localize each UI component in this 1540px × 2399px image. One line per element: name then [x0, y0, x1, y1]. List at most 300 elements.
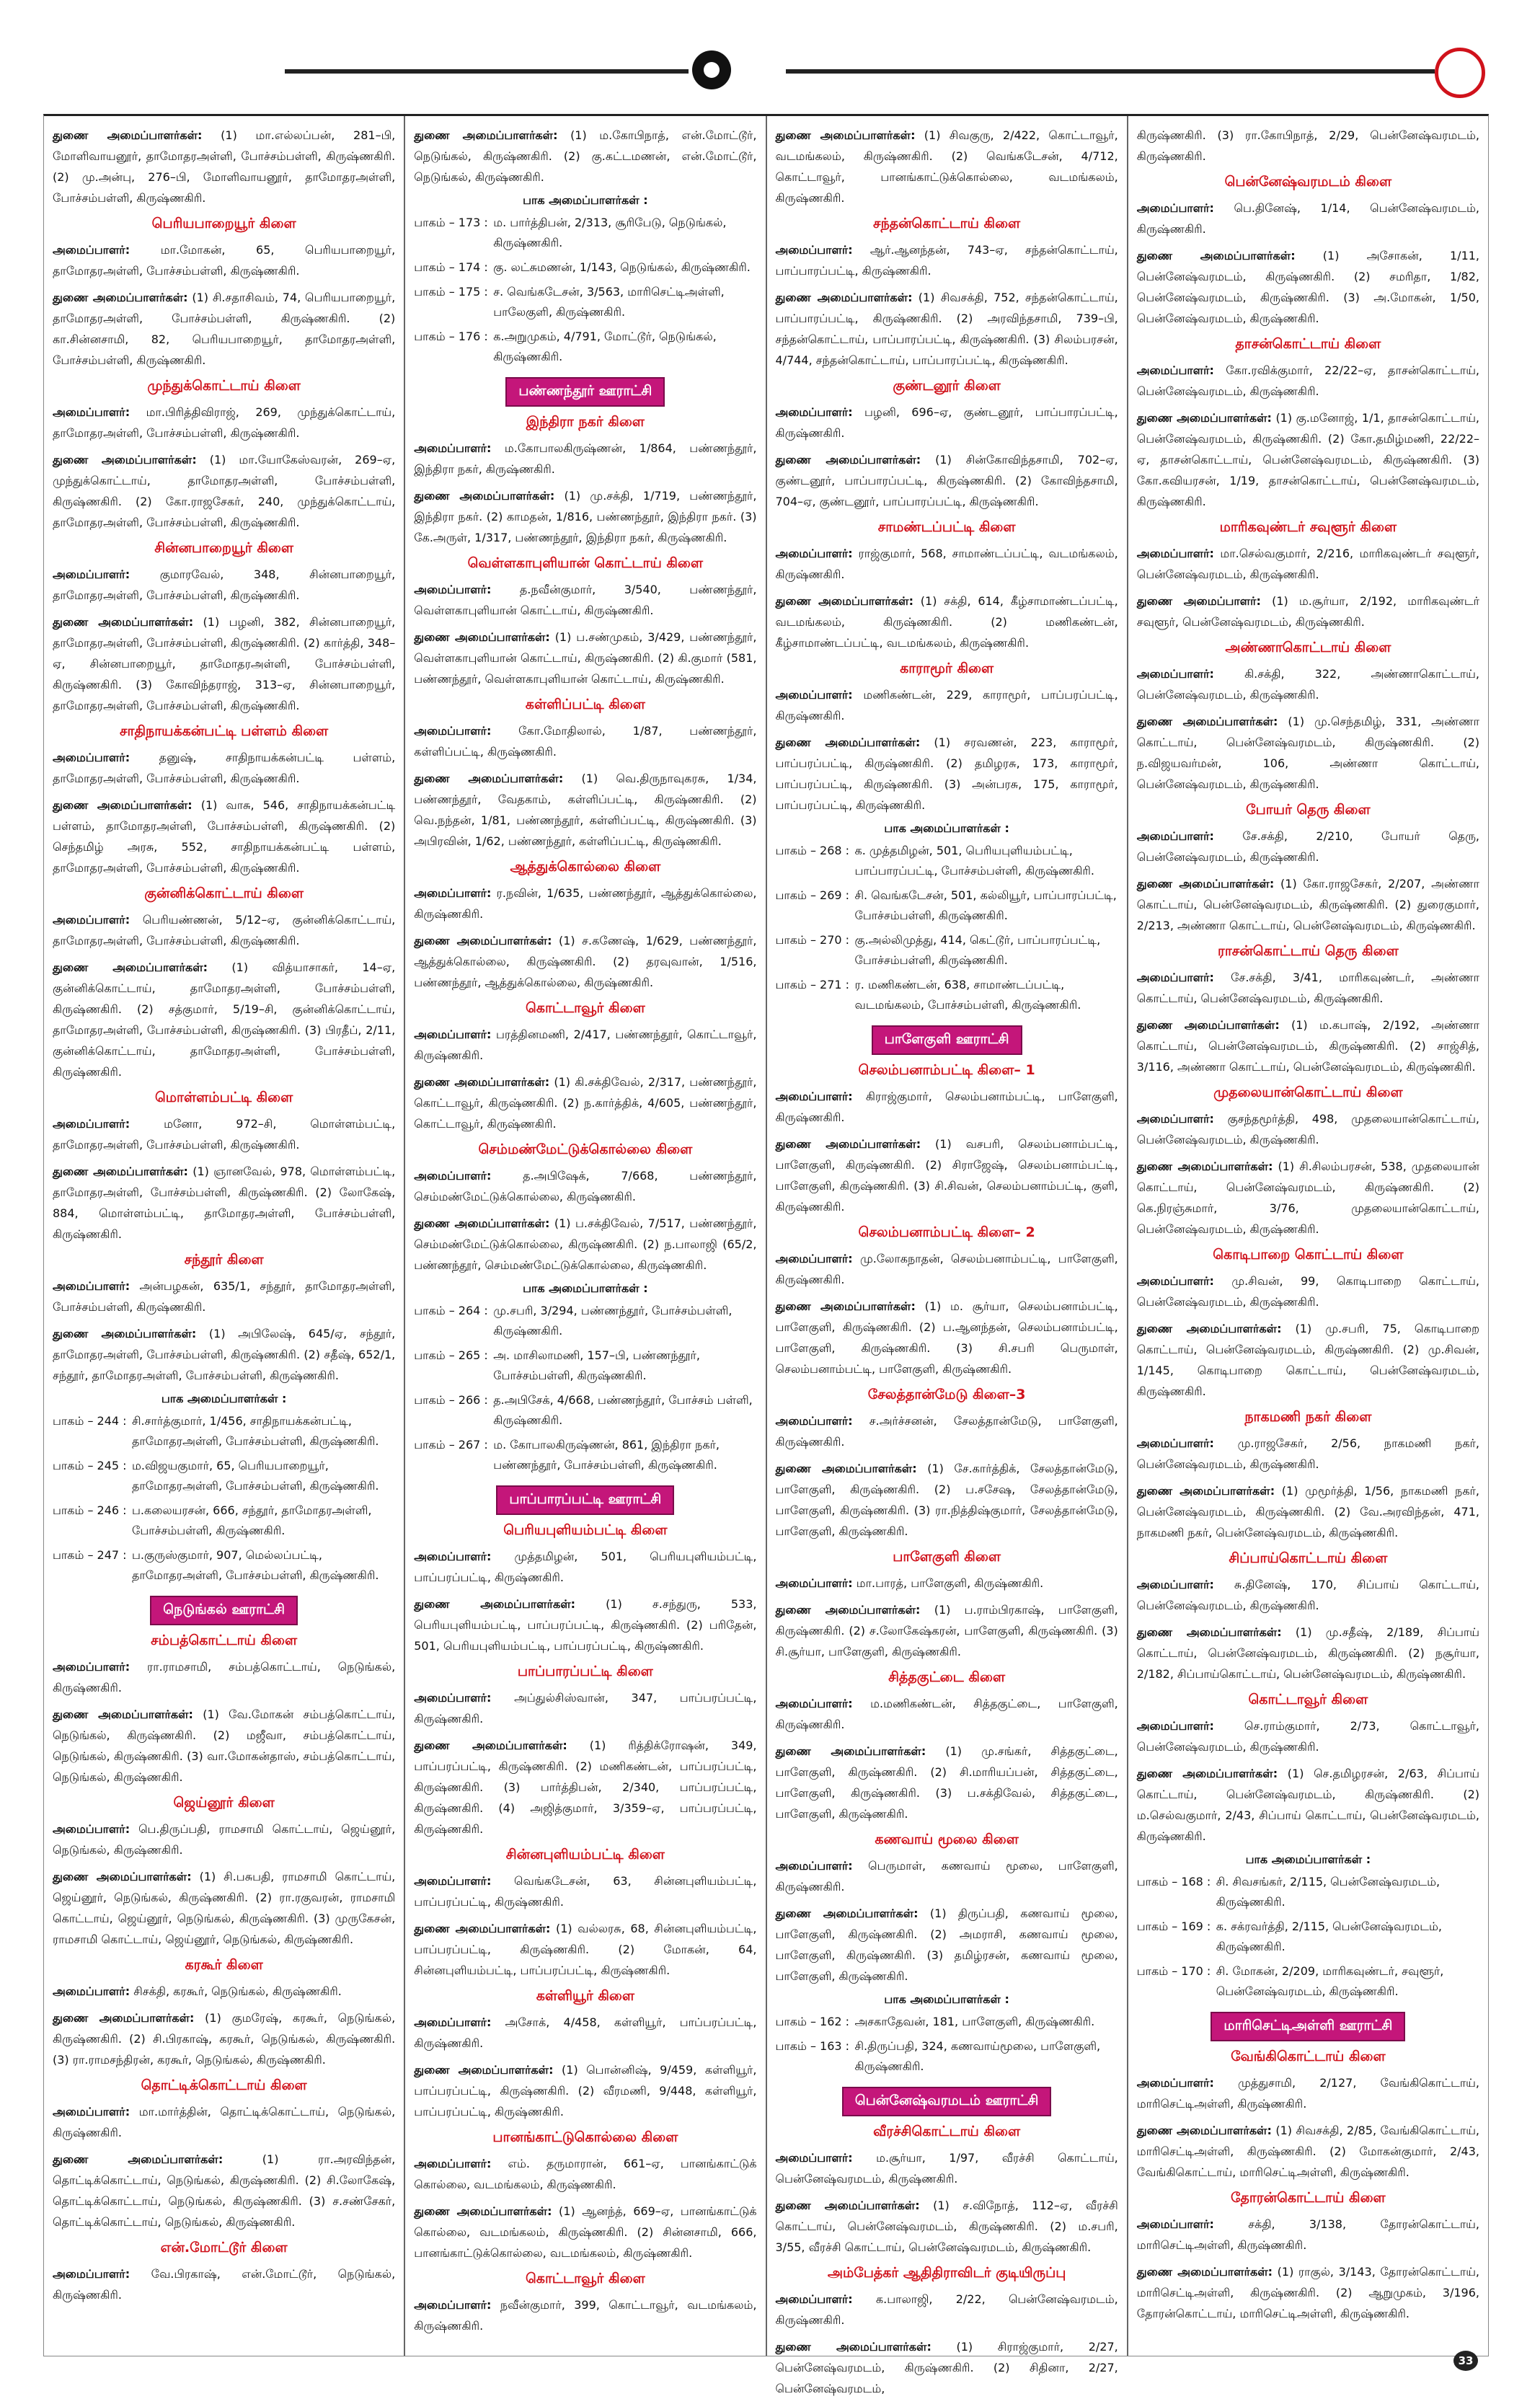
member-entry — [53, 2263, 395, 2305]
role-label: துணை அமைப்பாளர்கள்: — [53, 960, 208, 974]
member-details: முத்துசாமி, 2/127, வேங்கிகொட்டாய், மாரிசெட்டிஅள்ளி, கிருஷ்ணகிரி. — [1136, 2076, 1479, 2111]
branch-heading: பெரியபாறையூர் கிளை — [151, 216, 296, 231]
role-label: துணை அமைப்பாளர்கள்: — [1136, 249, 1296, 262]
member-details: பெ.திருப்பதி, ராமசாமி கொட்டாய், ஜெய்னூர், நெடுங்கல், கிருஷ்ணகிரி. — [53, 1822, 396, 1857]
role-label: அமைப்பாளர்: — [414, 2157, 492, 2170]
member-details: (1) மா.எல்லப்பன், 281–பி, மோளிவாயனூர், தாமோதரஅள்ளி, போச்சம்பள்ளி, கிருஷ்ணகிரி. (2) மு.அன்பு, 276–பி, மோளிவாயனூர், தாமோதரஅள்ளி, போச்சம்பள்ளி, கிருஷ்ணகிரி. — [53, 128, 396, 205]
branch-section — [53, 1596, 395, 1788]
member-details: (1) திருப்பதி, கணவாய் மூலை, பாளேகுளி, கிருஷ்ணகிரி. (2) அமராசி, கணவாய் மூலை, பாளேகுளி, கிருஷ்ணகிரி. (3) தமிழ்ரசன், கணவாய் மூலை, பாளேகுளி, கிருஷ்ணகிரி. — [775, 1907, 1118, 1983]
branch-section — [776, 216, 1118, 371]
role-label: துணை அமைப்பாளர்கள்: — [414, 128, 558, 142]
member-entry — [414, 125, 756, 187]
role-label: அமைப்பாளர்: — [1136, 1436, 1214, 1450]
member-details: (1) சிவகுரு, 2/422, கொட்டாவூர், வடமங்கலம், கிருஷ்ணகிரி. (2) வெங்கடேசன், 4/712, கொட்டாவூர், பானங்காட்டுக்கொல்லை, வடமங்கலம், கிருஷ்ணகிரி. — [775, 128, 1118, 205]
member-entry — [776, 543, 1118, 585]
branch-section — [53, 1795, 395, 1950]
role-label: அமைப்பாளர்: — [1136, 971, 1214, 984]
booth-number: பாகம் – 168 : — [1136, 1875, 1211, 1888]
booth-number: பாகம் – 245 : — [53, 1459, 127, 1472]
branch-section — [776, 661, 1118, 1015]
branch-heading: பெரியபுளியம்பட்டி கிளை — [503, 1522, 668, 1538]
member-details: (1) ஞானவேல், 978, மொள்ளம்பட்டி, தாமோதரஅள்ளி, போச்சம்பள்ளி, கிருஷ்ணகிரி. (2) லோகேஷ், 884, மொள்ளம்பட்டி, தாமோதரஅள்ளி, போச்சம்பள்ளி, கிருஷ்ணகிரி. — [53, 1165, 396, 1241]
booth-number: பாகம் – 163 : — [775, 2039, 850, 2053]
member-details: த.நவீன்குமார், 3/540, பண்ணந்தூர், வெள்ளகாபுளியான் கொட்டாய், கிருஷ்ணகிரி. — [414, 583, 757, 617]
branch-heading: முந்துக்கொட்டாய் கிளை — [147, 378, 301, 394]
member-details: மா.மார்த்தின், தொட்டிக்கொட்டாய், நெடுங்கல், கிருஷ்ணகிரி. — [53, 2105, 396, 2139]
member-entry — [53, 957, 395, 1082]
party-logo — [692, 50, 731, 89]
member-entry — [1137, 360, 1479, 402]
article-body — [43, 114, 1489, 2395]
booth-row — [776, 930, 1118, 971]
booth-organiser: சி.சார்த்குமார், 1/456, சாதிநாயக்கன்பட்டி, தாமோதரஅள்ளி, போச்சம்பள்ளி, கிருஷ்ணகிரி. — [132, 1414, 379, 1448]
member-details: (1) சே.கார்த்திக், சேலத்தான்மேடு, பாளேகுளி, கிருஷ்ணகிரி. (2) ப.சசேஷ, சேலத்தான்மேடு, பாளேகுளி, கிருஷ்ணகிரி. (3) ரா.நித்திஷ்குமார், சேலத்தான்மேடு, பாளேகுளி, கிருஷ்ணகிரி. — [775, 1462, 1118, 1538]
member-details: (1) ப.ராம்பிரகாஷ், பாளேகுளி, கிருஷ்ணகிரி. (2) ச.லோகேஷ்கரன், பாளேகுளி, கிருஷ்ணகிரி. (3) சி.சூர்யா, பாளேகுளி, கிருஷ்ணகிரி. — [775, 1603, 1118, 1658]
panchayat-banner: பாப்பாரப்பட்டி ஊராட்சி — [496, 1485, 674, 1515]
member-details: பெருமாள், கணவாய் மூலை, பாளேகுளி, கிருஷ்ணகிரி. — [775, 1859, 1118, 1894]
role-label: அமைப்பாளர்: — [414, 1691, 492, 1705]
member-details: மணிகண்டன், 229, காராமூர், பாப்பரப்பட்டி, கிருஷ்ணகிரி. — [775, 688, 1118, 723]
role-label: துணை அமைப்பாளர்கள்: — [1136, 1159, 1273, 1173]
member-entry — [776, 1458, 1118, 1542]
role-label: துணை அமைப்பாளர்கள்: — [1136, 1767, 1278, 1780]
booth-number: பாகம் – 162 : — [775, 2015, 850, 2028]
role-label: அமைப்பாளர்: — [414, 441, 492, 455]
branch-section — [414, 377, 756, 548]
booth-number: பாகம் – 173 : — [414, 216, 488, 229]
member-entry — [414, 1687, 756, 1729]
branch-section — [1137, 1550, 1479, 1684]
role-label: அமைப்பாளர்: — [775, 243, 853, 257]
role-label: துணை அமைப்பாளர்கள்: — [775, 735, 921, 749]
member-details: (1) ம.கபாஷ், 2/192, அண்ணா கொட்டாய், பென்னேஷ்வரமடம், கிருஷ்ணகிரி. (2) சாஜ்சித், 3/116, அண்ணா கொட்டாய், பென்னேஷ்வரமடம், கிருஷ்ணகிரி. — [1136, 1018, 1479, 1074]
branch-heading: ஜெய்னூர் கிளை — [173, 1795, 275, 1811]
member-entry — [53, 1656, 395, 1698]
booth-organisers-heading: பாக அமைப்பாளர்கள் : — [161, 1392, 287, 1405]
role-label: அமைப்பாளர்: — [1136, 1719, 1214, 1733]
member-details: (1) குமரேஷ், கரகூர், நெடுங்கல், கிருஷ்ணகிரி. (2) சி.பிரகாஷ், கரகூர், நெடுங்கல், கிருஷ்ணகிரி. (3) ரா.ராமசந்திரன், கரகூர், நெடுங்கல், கிருஷ்ணகிரி. — [53, 2011, 396, 2067]
member-details: மனோ, 972–சி, மொள்ளம்பட்டி, தாமோதரஅள்ளி, போச்சம்பள்ளி, கிருஷ்ணகிரி. — [53, 1117, 396, 1152]
booth-row — [414, 327, 756, 367]
role-label: அமைப்பாளர்: — [53, 1117, 130, 1131]
role-label: துணை அமைப்பாளர்கள்: — [775, 1603, 921, 1617]
role-label: அமைப்பாளர்: — [53, 243, 130, 257]
member-details: சே.சக்தி, 2/210, போயர் தெரு, பென்னேஷ்வரமடம், கிருஷ்ணகிரி. — [1136, 829, 1479, 864]
branch-section — [1137, 1247, 1479, 1402]
panchayat-banner: மாரிசெட்டிஅள்ளி ஊராட்சி — [1211, 2012, 1405, 2041]
branch-section — [1137, 2190, 1479, 2324]
panchayat-banner: நெடுங்கல் ஊராட்சி — [150, 1596, 298, 1625]
role-label: துணை அமைப்பாளர்கள்: — [1136, 1484, 1275, 1498]
member-details: மு.லோகநாதன், செலம்பனாம்பட்டி, பாளேகுளி, கிருஷ்ணகிரி. — [775, 1252, 1118, 1286]
role-label: துணை அமைப்பாளர்கள்: — [53, 1870, 192, 1883]
branch-heading: வேங்கிகொட்டாய் கிளை — [1231, 2049, 1386, 2064]
member-entry — [414, 627, 756, 689]
role-label: துணை அமைப்பாளர்கள்: — [775, 1462, 917, 1475]
branch-section — [53, 540, 395, 716]
member-entry — [776, 287, 1118, 371]
branch-heading: பென்னேஷ்வரமடம் கிளை — [1224, 174, 1392, 190]
member-details: சிசக்தி, கரகூர், நெடுங்கல், கிருஷ்ணகிரி. — [133, 1984, 342, 1998]
member-entry — [1137, 1108, 1479, 1150]
booth-number: பாகம் – 170 : — [1136, 1964, 1211, 1978]
branch-section — [776, 1549, 1118, 1662]
branch-section — [1137, 2012, 1479, 2183]
branch-section — [414, 2129, 756, 2263]
member-details: மா.செல்வகுமார், 2/216, மாரிகவுண்டர் சவுளூர், பென்னேஷ்வரமடம், கிருஷ்ணகிரி. — [1136, 547, 1479, 581]
branch-heading: மாரிகவுண்டர் சவுளூர் கிளை — [1219, 519, 1397, 535]
member-entry — [53, 1981, 395, 2002]
role-label: அமைப்பாளர்: — [775, 688, 853, 702]
member-details: ராஜ்குமார், 568, சாமாண்டப்பட்டி, வடமங்கலம், கிருஷ்ணகிரி. — [775, 547, 1118, 581]
branch-section — [53, 2077, 395, 2232]
role-label: துணை அமைப்பாளர்கள்: — [53, 615, 194, 629]
booth-number: பாகம் – 174 : — [414, 260, 488, 274]
branch-heading: பானங்காட்டுகொல்லை கிளை — [492, 2129, 678, 2145]
role-label: துணை அமைப்பாளர்கள்: — [53, 291, 188, 304]
branch-section — [414, 1664, 756, 1839]
role-label: அமைப்பாளர்: — [775, 1697, 853, 1710]
member-details: (1) ஆனந்த், 669–ஏ, பானங்காட்டுக் கொல்லை, வடமங்கலம், கிருஷ்ணகிரி. (2) சின்னசாமி, 666, பானங்காட்டுக்கொல்லை, வடமங்கலம், கிருஷ்ணகிரி. — [414, 2204, 757, 2260]
member-details: அசோக், 4/458, கள்ளியூர், பாப்பரப்பட்டி, கிருஷ்ணகிரி. — [414, 2015, 757, 2050]
member-entry — [776, 1693, 1118, 1735]
member-entry — [414, 720, 756, 762]
booth-number: பாகம் – 244 : — [53, 1414, 127, 1428]
member-entry — [53, 564, 395, 606]
branch-heading: வெள்ளகாபுளியான் கொட்டாய் கிளை — [467, 555, 704, 571]
member-entry — [53, 795, 395, 878]
member-details: ர.நவின், 1/635, பண்ணந்தூர், ஆத்துக்கொல்லை, கிருஷ்ணகிரி. — [414, 886, 757, 921]
member-entry — [414, 2201, 756, 2263]
branch-heading: கள்ளிப்பட்டி கிளை — [525, 697, 645, 712]
booth-row — [414, 1301, 756, 1341]
role-label: அமைப்பாளர்: — [53, 913, 130, 927]
member-entry — [776, 1741, 1118, 1824]
branch-section — [414, 697, 756, 852]
member-details: (1) பழனி, 382, சின்னபாறையூர், தாமோதரஅள்ளி, போச்சம்பள்ளி, கிருஷ்ணகிரி. (2) கார்த்தி, 348–ஏ, சின்னபாறையூர், தாமோதரஅள்ளி, போச்சம்பள்ளி, கிருஷ்ணகிரி. (3) கோவிந்தராஜ், 313–ஏ, சின்னபாறையூர், தாமோதரஅள்ளி, போச்சம்பள்ளி, கிருஷ்ணகிரி. — [53, 615, 396, 712]
booth-organiser: ப.குருஸ்குமார், 907, மெல்லப்பட்டி, தாமோதரஅள்ளி, போச்சம்பள்ளி, கிருஷ்ணகிரி. — [132, 1548, 379, 1582]
branch-section — [53, 723, 395, 878]
role-label: துணை அமைப்பாளர்கள்: — [414, 934, 552, 947]
booth-number: பாகம் – 264 : — [414, 1304, 488, 1317]
branch-section — [776, 2265, 1118, 2399]
branch-section — [776, 1224, 1118, 1379]
branch-section — [414, 2271, 756, 2336]
member-entry — [1137, 1715, 1479, 1757]
member-details: (1) கோ.ராஜசேகர், 2/207, அண்ணா கொட்டாய், பென்னேஷ்வரமடம், கிருஷ்ணகிரி. (2) துரைகுமார், 2/213, அண்ணா கொட்டாய், பென்னேஷ்வரமடம், கிருஷ்ணகிரி. — [1136, 877, 1480, 932]
column-2 — [405, 116, 766, 2356]
member-details: த.அபிஷேக், 7/668, பண்ணந்தூர், செம்மண்மேட்டுக்கொல்லை, கிருஷ்ணகிரி. — [414, 1169, 757, 1203]
member-details: கிருஷ்ணகிரி. (3) ரா.கோபிநாத், 2/29, பென்னேஷ்வரமடம், கிருஷ்ணகிரி. — [1136, 128, 1479, 163]
booth-number: பாகம் – 269 : — [775, 888, 850, 902]
branch-heading: அண்ணாகொட்டாய் கிளை — [1225, 640, 1391, 655]
branch-heading: தாசன்கொட்டாய் கிளை — [1235, 336, 1381, 352]
role-label: அமைப்பாளர்: — [1136, 667, 1214, 681]
role-label: துணை அமைப்பாளர்கள்: — [1136, 2265, 1273, 2279]
role-label: துணை அமைப்பாளர்கள்: — [775, 128, 916, 142]
booth-organisers-heading: பாக அமைப்பாளர்கள் : — [884, 821, 1009, 835]
member-details: சக்தி, 3/138, தோரன்கொட்டாய், மாரிசெட்டிஅள்ளி, கிருஷ்ணகிரி. — [1136, 2217, 1479, 2252]
member-entry — [1137, 2261, 1479, 2324]
member-entry — [414, 1735, 756, 1839]
member-entry — [1137, 198, 1479, 239]
role-label: அமைப்பாளர்: — [775, 1090, 853, 1103]
member-details: (1) சி.சிலம்பரசன், 538, முதலையான் கொட்டாய், பென்னேஷ்வரமடம், கிருஷ்ணகிரி. (2) கெ.நிரஞ்சுமார், 3/76, முதலையான்கொட்டாய், பென்னேஷ்வரமடம், கிருஷ்ணகிரி. — [1136, 1159, 1479, 1236]
role-label: துணை அமைப்பாளர்கள்: — [775, 1137, 921, 1151]
member-entry — [776, 1855, 1118, 1897]
member-entry — [776, 732, 1118, 816]
member-entry — [414, 2153, 756, 2195]
member-details: (1) ம.சூர்யா, 2/192, மாரிகவுண்டர் சவுளூர், பென்னேஷ்வரமடம், கிருஷ்ணகிரி. — [1136, 594, 1479, 629]
branch-section — [53, 885, 395, 1082]
branch-heading: ராசன்கொட்டாய் தெரு கிளை — [1218, 943, 1399, 959]
member-details: (1) சரவணன், 223, காராமூர், பாப்பரப்பட்டி, கிருஷ்ணகிரி. (2) தமிழரசு, 173, காராமூர், பாப்பரப்பட்டி, கிருஷ்ணகிரி. (3) அன்பரசு, 175, காராமூர், பாப்பரப்பட்டி, கிருஷ்ணகிரி. — [775, 735, 1118, 812]
branch-section — [776, 1387, 1118, 1542]
branch-heading: மொள்ளம்பட்டி கிளை — [154, 1090, 293, 1105]
member-entry — [414, 1594, 756, 1656]
branch-section — [53, 2240, 395, 2305]
member-details: (1) சி.பசுபதி, ராமசாமி கொட்டாய், ஜெய்னூர், நெடுங்கல், கிருஷ்ணகிரி. (2) ரா.ரகுவரன், ராமசாமி கொட்டாய், ஜெய்னூர், நெடுங்கல், கிருஷ்ணகிரி. (3) முருகேசன், ராமசாமி கொட்டாய், ஜெய்னூர், நெடுங்கல், கிருஷ்ணகிரி. — [53, 1870, 396, 1946]
member-entry — [776, 1134, 1118, 1217]
role-label: அமைப்பாளர்: — [414, 1169, 492, 1183]
role-label: துணை அமைப்பாளர்கள்: — [775, 1299, 916, 1313]
role-label: அமைப்பாளர்: — [53, 567, 130, 581]
branch-heading: குன்னிக்கொட்டாய் கிளை — [144, 885, 304, 901]
member-details: (1) சின்கோவிந்தசாமி, 702–ஏ, குண்டனூர், பாப்பாரப்பட்டி, கிருஷ்ணகிரி. (2) கோவிந்தசாமி, 704–ஏ, குண்டனூர், பாப்பாரப்பட்டி, கிருஷ்ணகிரி. — [775, 453, 1118, 508]
role-label: துணை அமைப்பாளர்கள்: — [414, 1075, 550, 1089]
member-entry — [776, 684, 1118, 726]
branch-heading: அம்பேத்கர் ஆதிதிராவிடர் குடியிருப்பு — [827, 2265, 1066, 2281]
member-entry — [1137, 1156, 1479, 1240]
member-entry — [53, 1866, 395, 1950]
member-entry — [414, 1072, 756, 1134]
page-header — [0, 0, 1540, 108]
branch-heading: சித்தகுட்டை கிளை — [888, 1669, 1006, 1685]
branch-heading: குண்டனூர் கிளை — [893, 378, 1001, 394]
role-label: துணை அமைப்பாளர்கள்: — [53, 453, 197, 467]
branch-heading: இந்திரா நகர் கிளை — [526, 414, 645, 430]
member-entry — [776, 1410, 1118, 1452]
member-details: (1) ச.விநோத், 112–ஏ, வீரச்சி கொட்டாய், பென்னேஷ்வரமடம், கிருஷ்ணகிரி. (2) ம.சபரி, 3/55, வீரச்சி கொட்டாய், பென்னேஷ்வரமடம், கிருஷ்ணகிரி. — [775, 2199, 1118, 2254]
booth-organiser: சி. சிவசங்கர், 2/115, பென்னேஷ்வரமடம், கிருஷ்ணகிரி. — [1216, 1875, 1441, 1909]
member-details: தனுஷ், சாதிநாயக்கன்பட்டி பள்ளம், தாமோதரஅள்ளி, போச்சம்பள்ளி, கிருஷ்ணகிரி. — [53, 751, 396, 785]
branch-section — [776, 378, 1118, 512]
role-label: துணை அமைப்பாளர்கள்: — [53, 2152, 224, 2166]
member-details: ம.சூர்யா, 1/97, வீரச்சி கொட்டாய், பென்னேஷ்வரமடம், கிருஷ்ணகிரி. — [775, 2151, 1118, 2186]
branch-heading: ஆத்துக்கொல்லை கிளை — [510, 859, 661, 875]
role-label: துணை அமைப்பாளர்கள்: — [414, 1738, 567, 1752]
role-label: அமைப்பாளர்: — [414, 724, 492, 738]
member-entry — [1137, 543, 1479, 585]
branch-section — [53, 125, 395, 208]
member-details: மா.பாரத், பாளேகுளி, கிருஷ்ணகிரி. — [856, 1576, 1044, 1590]
role-label: அமைப்பாளர்: — [775, 1859, 853, 1873]
member-details: கோ.ரவிக்குமார், 22/22–ஏ, தாசன்கொட்டாய், பென்னேஷ்வரமடம், கிருஷ்ணகிரி. — [1136, 363, 1480, 398]
branch-heading: செம்மண்மேட்டுக்கொல்லை கிளை — [478, 1141, 693, 1157]
role-label: துணை அமைப்பாளர்கள்: — [1136, 1322, 1282, 1335]
member-entry — [414, 1870, 756, 1912]
member-entry — [53, 1161, 395, 1245]
booth-number: பாகம் – 271 : — [775, 978, 850, 991]
member-entry — [414, 1024, 756, 1066]
member-entry — [53, 125, 395, 208]
member-entry — [53, 1323, 395, 1386]
branch-section — [53, 1090, 395, 1245]
member-details: நவீன்குமார், 399, கொட்டாவூர், வடமங்கலம், கிருஷ்ணகிரி. — [414, 2298, 757, 2333]
branch-heading: சந்தன்கொட்டாய் கிளை — [873, 216, 1021, 231]
member-entry — [414, 2294, 756, 2336]
booth-organiser: சி. வெங்கடேசன், 501, கல்லியூர், பாப்பாரப்பட்டி, போச்சம்பள்ளி, கிருஷ்ணகிரி. — [854, 888, 1117, 922]
role-label: அமைப்பாளர்: — [53, 1279, 130, 1293]
branch-section — [414, 859, 756, 993]
role-label: துணை அமைப்பாளர்கள்: — [414, 1597, 576, 1611]
member-details: கோ.மோதிலால், 1/87, பண்ணந்தூர், கள்ளிப்பட்டி, கிருஷ்ணகிரி. — [414, 724, 757, 759]
role-label: துணை அமைப்பாளர்கள்: — [414, 772, 564, 785]
role-label: அமைப்பாளர்: — [53, 751, 130, 764]
role-label: அமைப்பாளர்: — [775, 2151, 853, 2165]
member-details: (1) சிவசக்தி, 2/85, வேங்கிகொட்டாய், மாரிசெட்டிஅள்ளி, கிருஷ்ணகிரி. (2) மோகன்குமார், 2/43, வேங்கிகொட்டாய், மாரிசெட்டிஅள்ளி, கிருஷ்ணகிரி. — [1136, 2124, 1480, 2179]
role-label: துணை அமைப்பாளர்கள்: — [414, 1922, 551, 1935]
member-entry — [414, 2012, 756, 2054]
member-entry — [53, 287, 395, 371]
member-entry — [1137, 826, 1479, 867]
member-entry — [776, 402, 1118, 443]
booth-number: பாகம் – 175 : — [414, 285, 488, 299]
booth-organiser: சி. மோகன், 2/209, மாரிகவுண்டர், சவுளூர், பென்னேஷ்வரமடம், கிருஷ்ணகிரி. — [1216, 1964, 1444, 1998]
member-entry — [1137, 1271, 1479, 1312]
branch-heading: கொட்டாவூர் கிளை — [526, 1000, 645, 1016]
branch-section — [1137, 336, 1479, 512]
branch-section — [1137, 174, 1479, 329]
branch-heading: சாமண்டப்பட்டி கிளை — [877, 519, 1016, 535]
booth-row — [53, 1501, 395, 1541]
member-details: பரத்தினமணி, 2/417, பண்ணந்தூர், கொட்டாவூர், கிருஷ்ணகிரி. — [414, 1028, 757, 1062]
booth-organiser: த.அபிசேக், 4/668, பண்ணந்தூர், போச்சம் பள்ளி, கிருஷ்ணகிரி. — [493, 1393, 753, 1427]
member-entry — [414, 883, 756, 924]
role-label: அமைப்பாளர்: — [414, 1550, 492, 1563]
member-details: வே.பிரகாஷ், என்.மோட்டூர், நெடுங்கல், கிருஷ்ணகிரி. — [53, 2267, 396, 2302]
role-label: துணை அமைப்பாளர்கள்: — [414, 1216, 550, 1230]
role-label: துணை அமைப்பாளர்கள்: — [775, 1907, 919, 1920]
role-label: அமைப்பாளர்: — [1136, 1578, 1214, 1591]
booth-row — [1137, 1872, 1479, 1912]
booth-organiser: க. சக்ரவர்த்தி, 2/115, பென்னேஷ்வரமடம், கிருஷ்ணகிரி. — [1216, 1919, 1442, 1953]
member-entry — [53, 747, 395, 789]
member-details: சே.சக்தி, 3/41, மாரிகவுண்டர், அண்ணா கொட்டாய், பென்னேஷ்வரமடம், கிருஷ்ணகிரி. — [1136, 971, 1480, 1005]
branch-section — [1137, 519, 1479, 632]
booth-number: பாகம் – 268 : — [775, 844, 850, 857]
member-entry — [1137, 591, 1479, 632]
branch-section — [1137, 1409, 1479, 1543]
branch-heading: காராமூர் கிளை — [900, 661, 994, 676]
role-label: துணை அமைப்பாளர்கள்: — [53, 1327, 197, 1340]
role-label: அமைப்பாளர்: — [775, 2292, 853, 2306]
role-label: அமைப்பாளர்: — [775, 547, 853, 560]
role-label: துணை அமைப்பாளர்கள்: — [1136, 715, 1278, 728]
column-3 — [767, 116, 1128, 2395]
branch-section — [1137, 802, 1479, 936]
branch-section — [414, 125, 756, 367]
member-entry — [776, 1296, 1118, 1379]
member-entry — [1137, 2214, 1479, 2256]
member-entry — [776, 1903, 1118, 1987]
member-details: (1) ப.சண்முகம், 3/429, பண்ணந்தூர், வெள்ளகாபுளியான் கொட்டாய், கிருஷ்ணகிரி. (2) கி.குமார் (581, பண்ணந்தூர், வெள்ளகாபுளியான் கொட்டாய், கிருஷ்ணகிரி. — [414, 630, 757, 686]
booth-row — [414, 1346, 756, 1386]
role-label: துணை அமைப்பாளர்கள்: — [775, 2199, 920, 2212]
member-entry — [414, 1165, 756, 1207]
member-entry — [776, 1248, 1118, 1290]
member-details: (1) சி.சதாசிவம், 74, பெரியபாறையூர், தாமோதரஅள்ளி, போச்சம்பள்ளி, கிருஷ்ணகிரி. (2) கா.சின்னசாமி, 82, பெரியபாறையூர், தாமோதரஅள்ளி, போச்சம்பள்ளி, கிருஷ்ணகிரி. — [53, 291, 396, 367]
booth-number: பாகம் – 265 : — [414, 1348, 488, 1362]
member-details: ரா.ராமசாமி, சம்பத்கொட்டாய், நெடுங்கல், கிருஷ்ணகிரி. — [53, 1660, 396, 1695]
member-details: (1) அபிலேஷ், 645/ஏ, சந்தூர், தாமோதரஅள்ளி, போச்சம்பள்ளி, கிருஷ்ணகிரி. (2) சதீஷ், 652/1, சந்தூர், தாமோதரஅள்ளி, போச்சம்பள்ளி, கிருஷ்ணகிரி. — [53, 1327, 396, 1382]
member-details: பெ.தினேஷ், 1/14, பென்னேஷ்வரமடம், கிருஷ்ணகிரி. — [1136, 201, 1479, 236]
branch-heading: தோரன்கொட்டாய் கிளை — [1231, 2190, 1386, 2206]
booth-number: பாகம் – 267 : — [414, 1438, 488, 1452]
booth-organiser: அ. மாசிலாமணி, 157–பி, பண்ணந்தூர், போச்சம்பள்ளி, கிருஷ்ணகிரி. — [493, 1348, 700, 1382]
role-label: அமைப்பாளர்: — [1136, 1274, 1214, 1288]
member-details: (1) ச.சந்துரு, 533, பெரியபுளியம்பட்டி, பாப்பரப்பட்டி, கிருஷ்ணகிரி. (2) பரிதேன், 501, பெரியபுளியம்பட்டி, பாப்பரப்பட்டி, கிருஷ்ணகிரி. — [414, 1597, 757, 1653]
role-label: அமைப்பாளர்: — [53, 405, 130, 419]
role-label: அமைப்பாளர்: — [1136, 2076, 1214, 2090]
branch-heading: சேலத்தான்மேடு கிளை–3 — [867, 1387, 1026, 1402]
header-rule-right — [786, 69, 1435, 74]
member-details: (1) மு.செந்தமிழ், 331, அண்ணா கொட்டாய், பென்னேஷ்வரமடம், கிருஷ்ணகிரி. (2) ந.விஜயவர்மன், 106, அண்ணா கொட்டாய், பென்னேஷ்வரமடம், கிருஷ்ணகிரி. — [1136, 715, 1480, 791]
branch-section — [414, 1141, 756, 1475]
role-label: அமைப்பாளர்: — [414, 2015, 492, 2029]
booth-row — [414, 257, 756, 278]
role-label: துணை அமைப்பாளர்கள்: — [1136, 2124, 1272, 2137]
booth-row — [776, 841, 1118, 881]
member-entry — [53, 1276, 395, 1317]
member-details: வெங்கடேசன், 63, சின்னபுளியம்பட்டி, பாப்பரப்பட்டி, கிருஷ்ணகிரி. — [414, 1874, 757, 1909]
booth-organisers-heading: பாக அமைப்பாளர்கள் : — [884, 1992, 1009, 2006]
role-label: அமைப்பாளர்: — [775, 1576, 853, 1590]
branch-section — [776, 2087, 1118, 2258]
booth-row — [776, 2036, 1118, 2077]
branch-heading: சின்னபாறையூர் கிளை — [154, 540, 294, 556]
member-entry — [414, 579, 756, 621]
member-details: (1) செ.தமிழரசன், 2/63, சிப்பாய் கொட்டாய், பென்னேஷ்வரமடம், கிருஷ்ணகிரி. (2) ம.செல்வகுமார், 2/43, சிப்பாய் கொட்டாய், பென்னேஷ்வரமடம், கிருஷ்ணகிரி. — [1136, 1767, 1480, 1843]
member-details: (1) மா.யோகேஸ்வரன், 269–ஏ, முந்துக்கொட்டாய், தாமோதரஅள்ளி, போச்சம்பள்ளி, கிருஷ்ணகிரி. (2) கோ.ராஜசேகர், 240, முந்துக்கொட்டாய், தாமோதரஅள்ளி, போச்சம்பள்ளி, கிருஷ்ணகிரி. — [53, 453, 396, 529]
member-details: எம். தருமாரான், 661–ஏ, பானங்காட்டுக் கொல்லை, வடமங்கலம், கிருஷ்ணகிரி. — [414, 2157, 757, 2191]
booth-organisers-heading: பாக அமைப்பாளர்கள் : — [523, 193, 648, 207]
member-entry — [53, 239, 395, 281]
branch-section — [776, 1669, 1118, 1824]
role-label: துணை அமைப்பாளர்கள்: — [414, 2063, 554, 2077]
role-label: அமைப்பாளர்: — [53, 1984, 130, 1998]
role-label: துணை அமைப்பாளர்கள்: — [53, 128, 203, 142]
role-label: துணை அமைப்பாளர்: — [1136, 594, 1261, 608]
booth-number: பாகம் – 266 : — [414, 1393, 488, 1407]
member-entry — [53, 1704, 395, 1788]
role-label: அமைப்பாளர்: — [775, 405, 853, 419]
member-entry — [1137, 711, 1479, 795]
role-label: அமைப்பாளர்: — [1136, 1112, 1214, 1126]
member-entry — [776, 125, 1118, 208]
panchayat-banner: பென்னேஷ்வரமடம் ஊராட்சி — [842, 2087, 1052, 2116]
branch-heading: கரகூர் கிளை — [185, 1957, 263, 1973]
member-entry — [776, 1086, 1118, 1128]
member-entry — [776, 449, 1118, 512]
member-details: மா.மோகன், 65, பெரியபாறையூர், தாமோதரஅள்ளி, போச்சம்பள்ளி, கிருஷ்ணகிரி. — [53, 243, 396, 278]
role-label: அமைப்பாளர்: — [1136, 2217, 1214, 2231]
member-entry — [1137, 407, 1479, 512]
booth-row — [1137, 1917, 1479, 1957]
booth-row — [414, 282, 756, 322]
booth-organiser: கு.அல்லிமுத்து, 414, கெட்டூர், பாப்பாரப்பட்டி, போச்சம்பள்ளி, கிருஷ்ணகிரி. — [854, 933, 1101, 967]
member-details: (1) வாசு, 546, சாதிநாயக்கன்பட்டி பள்ளம், தாமோதரஅள்ளி, போச்சம்பள்ளி, கிருஷ்ணகிரி. (2) செந்தமிழ் அரசு, 552, சாதிநாயக்கன்பட்டி பள்ளம், தாமோதரஅள்ளி, போச்சம்பள்ளி, கிருஷ்ணகிரி. — [53, 798, 396, 875]
